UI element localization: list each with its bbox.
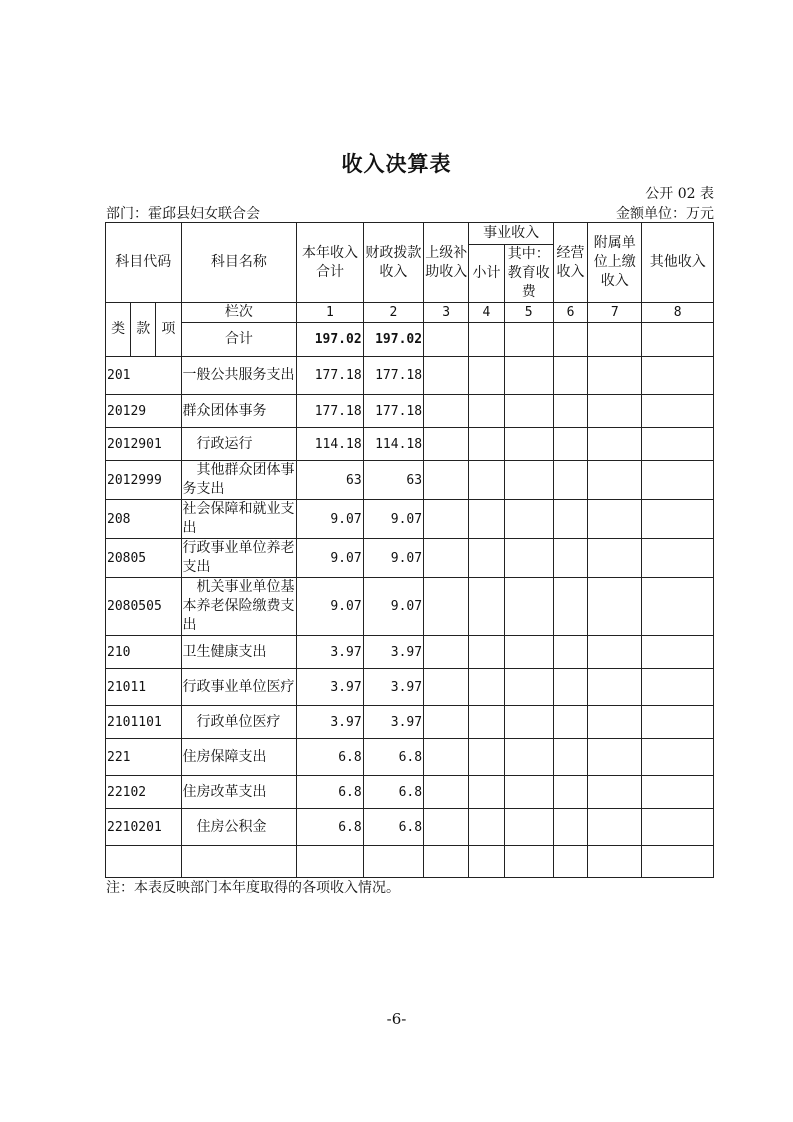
table-row [106,500,714,539]
empty-cell [469,539,504,578]
empty-cell [588,539,642,578]
empty-cell [553,776,587,809]
subject-name: 机关事业单位基本养老保险缴费支出 [181,578,297,636]
empty-cell [553,578,587,636]
empty-cell [424,428,469,461]
fiscal-allocation-value: 9.07 [363,539,423,578]
empty-cell [588,357,642,395]
subject-name: 行政事业单位医疗 [181,669,297,706]
table-row [106,395,714,428]
total-income-value: 114.18 [297,428,363,461]
subject-code: 22102 [106,776,182,809]
table-row [106,776,714,809]
total-row [106,323,714,357]
empty-cell [469,669,504,706]
subject-code: 201 [106,357,182,395]
table-row [106,739,714,776]
total-income-value: 3.97 [297,706,363,739]
subject-code: 21011 [106,669,182,706]
empty-cell [642,809,714,846]
empty-cell [424,539,469,578]
empty-cell [553,500,587,539]
empty-cell [504,809,553,846]
empty-cell [642,395,714,428]
fiscal-allocation-value: 177.18 [363,357,423,395]
header-affiliated-income: 附属单位上缴收入 [588,223,642,303]
subject-name: 住房改革支出 [181,776,297,809]
empty-cell [588,669,642,706]
header-superior-subsidy: 上级补助收入 [424,223,469,303]
total-fiscal-value: 197.02 [363,323,423,357]
page-title: 收入决算表 [341,152,452,176]
fiscal-allocation-value: 177.18 [363,395,423,428]
header-kuan: 款 [131,303,156,357]
table-row [106,461,714,500]
column-index-4: 4 [469,303,504,323]
empty-cell [588,706,642,739]
subject-name: 住房保障支出 [181,739,297,776]
fiscal-allocation-value: 9.07 [363,500,423,539]
empty-cell [469,776,504,809]
empty-cell [469,395,504,428]
header-operating-income: 经营收入 [553,223,587,303]
subject-code: 2101101 [106,706,182,739]
empty-cell [642,669,714,706]
header-subtotal: 小计 [469,245,504,303]
subject-code: 2210201 [106,809,182,846]
column-index-3: 3 [424,303,469,323]
empty-cell [504,428,553,461]
total-income-value: 6.8 [297,739,363,776]
subject-name: 群众团体事务 [181,395,297,428]
blank-row [106,846,714,878]
header-subject-code: 科目代码 [106,223,182,303]
column-index-7: 7 [588,303,642,323]
table-row [106,669,714,706]
header-other-income: 其他收入 [642,223,714,303]
table-row [106,636,714,669]
column-index-label: 栏次 [181,303,297,323]
total-income-value: 9.07 [297,539,363,578]
empty-cell [424,776,469,809]
table-row [106,539,714,578]
empty-cell [642,357,714,395]
subject-name: 住房公积金 [181,809,297,846]
empty-cell [588,428,642,461]
empty-cell [588,636,642,669]
subject-name: 其他群众团体事务支出 [181,461,297,500]
subject-code: 20805 [106,539,182,578]
fiscal-allocation-value: 3.97 [363,669,423,706]
empty-cell [588,739,642,776]
empty-cell [469,578,504,636]
subject-name: 社会保障和就业支出 [181,500,297,539]
empty-cell [642,706,714,739]
fiscal-allocation-value: 6.8 [363,776,423,809]
empty-cell [469,739,504,776]
header-fiscal-allocation: 财政拨款收入 [363,223,423,303]
income-table [105,222,714,878]
table-row [106,578,714,636]
column-index-8: 8 [642,303,714,323]
empty-cell [504,461,553,500]
subject-name: 卫生健康支出 [181,636,297,669]
header-subject-name: 科目名称 [181,223,297,303]
fiscal-allocation-value: 63 [363,461,423,500]
empty-cell [424,669,469,706]
subject-code: 20129 [106,395,182,428]
subject-code: 2012901 [106,428,182,461]
total-income-value: 6.8 [297,776,363,809]
empty-cell [642,636,714,669]
empty-cell [553,461,587,500]
empty-cell [553,706,587,739]
empty-cell [642,428,714,461]
empty-cell [469,428,504,461]
fiscal-allocation-value: 3.97 [363,706,423,739]
column-index-5: 5 [504,303,553,323]
total-income-value: 9.07 [297,500,363,539]
empty-cell [588,578,642,636]
empty-cell [642,539,714,578]
empty-cell [588,395,642,428]
column-index-2: 2 [363,303,423,323]
empty-cell [588,776,642,809]
empty-cell [553,669,587,706]
empty-cell [424,809,469,846]
empty-cell [504,739,553,776]
empty-cell [553,539,587,578]
fiscal-allocation-value: 9.07 [363,578,423,636]
empty-cell [504,706,553,739]
subject-name: 一般公共服务支出 [181,357,297,395]
table-row [106,428,714,461]
subject-code: 208 [106,500,182,539]
total-income-value: 6.8 [297,809,363,846]
fiscal-allocation-value: 3.97 [363,636,423,669]
page-number: -6- [386,1010,407,1028]
empty-cell [469,706,504,739]
empty-cell [424,706,469,739]
table-row [106,706,714,739]
empty-cell [504,539,553,578]
empty-cell [553,395,587,428]
total-income-value: 177.18 [297,357,363,395]
subject-name: 行政运行 [181,428,297,461]
empty-cell [469,461,504,500]
empty-cell [553,357,587,395]
empty-cell [642,739,714,776]
empty-cell [642,500,714,539]
empty-cell [424,636,469,669]
total-income-value: 197.02 [297,323,363,357]
empty-cell [504,776,553,809]
form-number: 公开 02 表 [645,186,714,202]
empty-cell [424,357,469,395]
header-xiang: 项 [156,303,181,357]
empty-cell [504,500,553,539]
empty-cell [424,739,469,776]
column-index-1: 1 [297,303,363,323]
fiscal-allocation-value: 6.8 [363,739,423,776]
empty-cell [469,636,504,669]
empty-cell [504,357,553,395]
total-label: 合计 [181,323,297,357]
department-label: 部门：霍邱县妇女联合会 [106,206,260,222]
header-lei: 类 [106,303,131,357]
empty-cell [469,809,504,846]
subject-code: 2012999 [106,461,182,500]
empty-cell [504,578,553,636]
empty-cell [504,669,553,706]
subject-name: 行政事业单位养老支出 [181,539,297,578]
empty-cell [424,461,469,500]
empty-cell [642,461,714,500]
empty-cell [424,578,469,636]
empty-cell [553,636,587,669]
fiscal-allocation-value: 6.8 [363,809,423,846]
empty-cell [469,500,504,539]
total-income-value: 63 [297,461,363,500]
empty-cell [504,636,553,669]
total-income-value: 3.97 [297,669,363,706]
empty-cell [642,776,714,809]
header-total-income: 本年收入合计 [297,223,363,303]
empty-cell [424,500,469,539]
total-income-value: 177.18 [297,395,363,428]
empty-cell [588,809,642,846]
subject-code: 2080505 [106,578,182,636]
footnote: 注：本表反映部门本年度取得的各项收入情况。 [106,880,400,896]
empty-cell [553,428,587,461]
empty-cell [504,395,553,428]
empty-cell [424,395,469,428]
amount-unit-label: 金额单位：万元 [616,206,714,222]
total-income-value: 9.07 [297,578,363,636]
table-row [106,809,714,846]
empty-cell [588,461,642,500]
empty-cell [642,578,714,636]
empty-cell [469,357,504,395]
empty-cell [553,809,587,846]
subject-name: 行政单位医疗 [181,706,297,739]
fiscal-allocation-value: 114.18 [363,428,423,461]
column-index-6: 6 [553,303,587,323]
table-row [106,357,714,395]
empty-cell [553,739,587,776]
empty-cell [588,500,642,539]
subject-code: 221 [106,739,182,776]
subject-code: 210 [106,636,182,669]
total-income-value: 3.97 [297,636,363,669]
header-education-fee: 其中：教育收费 [504,245,553,303]
header-business-income: 事业收入 [469,223,554,245]
